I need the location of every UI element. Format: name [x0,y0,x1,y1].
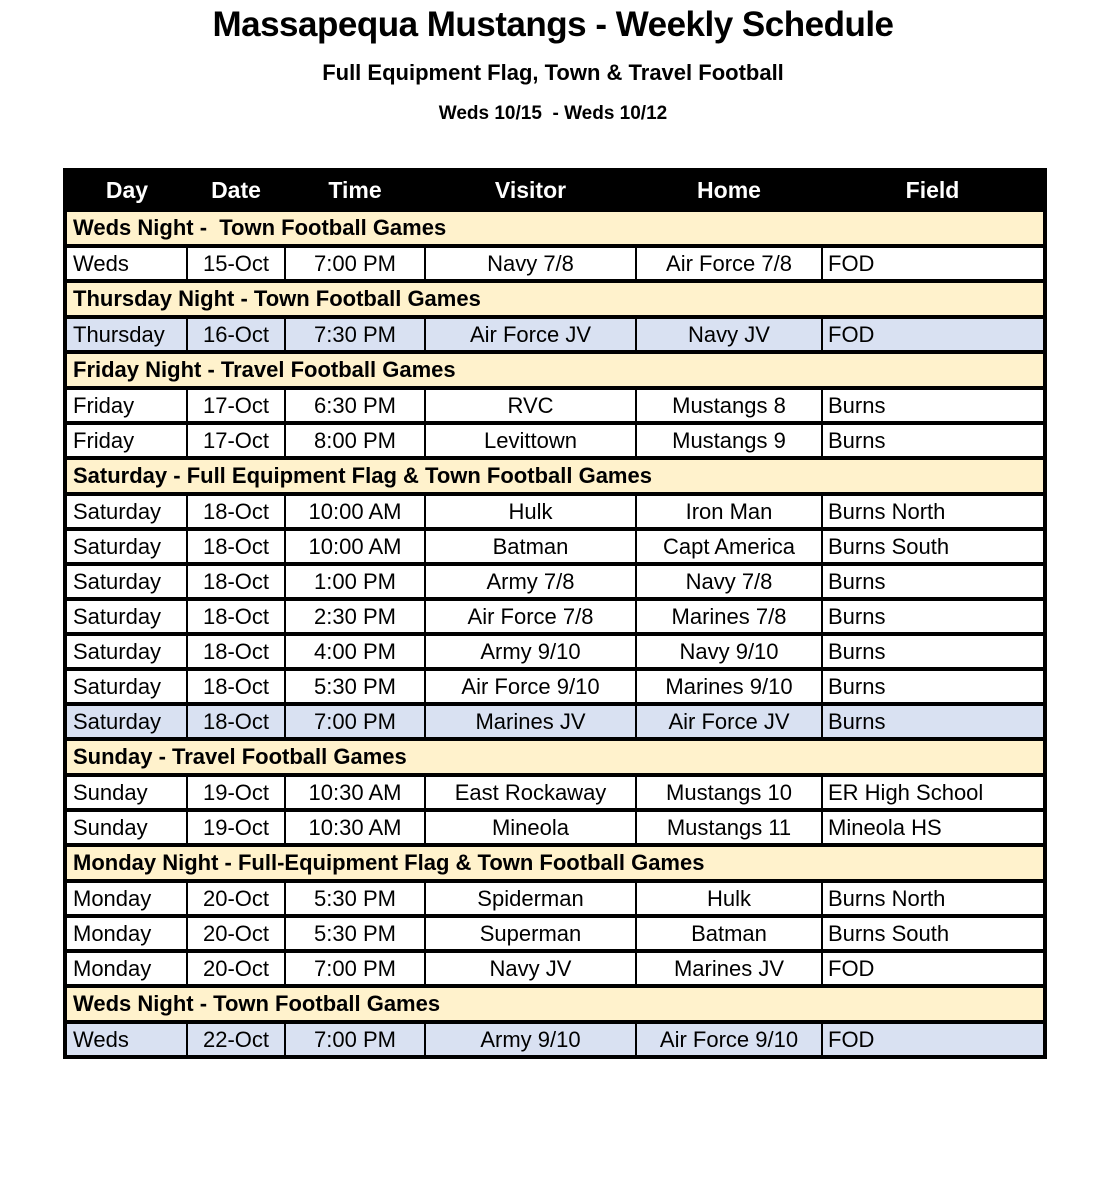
cell-field: Mineola HS [822,810,1045,845]
game-row [65,669,1045,704]
cell-day: Saturday [65,704,187,739]
section-label: Thursday Night - Town Football Games [65,281,1045,317]
cell-day: Sunday [65,775,187,810]
cell-visitor: Hulk [425,494,636,529]
cell-date: 20-Oct [187,881,285,916]
cell-time: 1:00 PM [285,564,425,599]
section-header-row [65,352,1045,388]
schedule-sheet [63,5,1043,1059]
cell-date: 22-Oct [187,1022,285,1057]
cell-date: 18-Oct [187,529,285,564]
cell-day: Weds [65,246,187,281]
cell-day: Saturday [65,564,187,599]
cell-day: Thursday [65,317,187,352]
cell-visitor: RVC [425,388,636,423]
section-header-row [65,281,1045,317]
cell-date: 18-Oct [187,704,285,739]
cell-visitor: Army 9/10 [425,634,636,669]
cell-home: Marines 9/10 [636,669,822,704]
game-row [65,704,1045,739]
cell-date: 19-Oct [187,810,285,845]
cell-visitor: Army 9/10 [425,1022,636,1057]
cell-home: Capt America [636,529,822,564]
cell-date: 19-Oct [187,775,285,810]
cell-date: 16-Oct [187,317,285,352]
game-row [65,599,1045,634]
cell-field: Burns South [822,916,1045,951]
section-header-row [65,739,1045,775]
cell-date: 20-Oct [187,951,285,986]
cell-field: Burns [822,599,1045,634]
cell-home: Navy JV [636,317,822,352]
game-row [65,494,1045,529]
cell-time: 7:00 PM [285,246,425,281]
cell-day: Monday [65,916,187,951]
cell-time: 6:30 PM [285,388,425,423]
cell-time: 4:00 PM [285,634,425,669]
cell-visitor: Air Force 9/10 [425,669,636,704]
cell-day: Friday [65,388,187,423]
game-row [65,529,1045,564]
cell-day: Sunday [65,810,187,845]
game-row [65,1022,1045,1057]
cell-visitor: Marines JV [425,704,636,739]
cell-day: Saturday [65,669,187,704]
date-range: Weds 10/15 - Weds 10/12 [438,103,668,124]
cell-home: Marines 7/8 [636,599,822,634]
cell-field: FOD [822,1022,1045,1057]
game-row [65,388,1045,423]
cell-day: Monday [65,951,187,986]
cell-field: Burns [822,634,1045,669]
column-header-day: Day [65,170,187,210]
cell-field: FOD [822,246,1045,281]
page-title: Massapequa Mustangs - Weekly Schedule [212,5,894,44]
cell-day: Weds [65,1022,187,1057]
schedule-table-body [65,210,1045,1057]
column-header-visitor: Visitor [425,170,636,210]
cell-time: 7:00 PM [285,951,425,986]
cell-field: Burns [822,388,1045,423]
game-row [65,775,1045,810]
section-label: Weds Night - Town Football Games [65,210,1045,246]
table-header-row [65,170,1045,210]
column-header-time: Time [285,170,425,210]
cell-home: Mustangs 10 [636,775,822,810]
cell-field: Burns [822,423,1045,458]
cell-date: 18-Oct [187,564,285,599]
section-header-row [65,986,1045,1022]
cell-visitor: Navy 7/8 [425,246,636,281]
section-label: Saturday - Full Equipment Flag & Town Football Games [65,458,1045,494]
game-row [65,916,1045,951]
game-row [65,246,1045,281]
game-row [65,881,1045,916]
section-label: Sunday - Travel Football Games [65,739,1045,775]
cell-field: Burns [822,704,1045,739]
cell-time: 7:30 PM [285,317,425,352]
cell-time: 8:00 PM [285,423,425,458]
cell-date: 20-Oct [187,916,285,951]
cell-home: Mustangs 9 [636,423,822,458]
cell-visitor: Batman [425,529,636,564]
section-header-row [65,210,1045,246]
cell-field: FOD [822,317,1045,352]
cell-time: 10:00 AM [285,494,425,529]
game-row [65,423,1045,458]
cell-home: Batman [636,916,822,951]
cell-field: Burns [822,564,1045,599]
page-subtitle: Full Equipment Flag, Town & Travel Football [322,60,784,85]
cell-date: 18-Oct [187,599,285,634]
cell-home: Navy 9/10 [636,634,822,669]
cell-home: Iron Man [636,494,822,529]
cell-field: Burns North [822,494,1045,529]
cell-time: 10:30 AM [285,775,425,810]
cell-time: 2:30 PM [285,599,425,634]
cell-date: 18-Oct [187,669,285,704]
cell-field: FOD [822,951,1045,986]
cell-field: Burns South [822,529,1045,564]
cell-date: 17-Oct [187,388,285,423]
cell-field: Burns [822,669,1045,704]
cell-visitor: Army 7/8 [425,564,636,599]
cell-time: 5:30 PM [285,669,425,704]
section-label: Monday Night - Full-Equipment Flag & Town Football Games [65,845,1045,881]
cell-time: 5:30 PM [285,881,425,916]
game-row [65,810,1045,845]
game-row [65,634,1045,669]
cell-field: ER High School [822,775,1045,810]
cell-day: Saturday [65,599,187,634]
column-header-home: Home [636,170,822,210]
cell-time: 7:00 PM [285,704,425,739]
cell-home: Marines JV [636,951,822,986]
cell-visitor: East Rockaway [425,775,636,810]
cell-visitor: Air Force 7/8 [425,599,636,634]
schedule-table [63,168,1047,1059]
cell-time: 10:00 AM [285,529,425,564]
cell-date: 17-Oct [187,423,285,458]
section-header-row [65,845,1045,881]
section-label: Weds Night - Town Football Games [65,986,1045,1022]
cell-time: 10:30 AM [285,810,425,845]
cell-visitor: Navy JV [425,951,636,986]
cell-visitor: Mineola [425,810,636,845]
game-row [65,564,1045,599]
cell-time: 5:30 PM [285,916,425,951]
cell-day: Saturday [65,529,187,564]
cell-home: Hulk [636,881,822,916]
cell-home: Mustangs 8 [636,388,822,423]
section-header-row [65,458,1045,494]
game-row [65,317,1045,352]
cell-visitor: Superman [425,916,636,951]
section-label: Friday Night - Travel Football Games [65,352,1045,388]
cell-day: Friday [65,423,187,458]
cell-home: Mustangs 11 [636,810,822,845]
cell-home: Air Force 7/8 [636,246,822,281]
cell-home: Air Force JV [636,704,822,739]
game-row [65,951,1045,986]
cell-visitor: Spiderman [425,881,636,916]
cell-date: 15-Oct [187,246,285,281]
table-header [65,170,1045,210]
cell-field: Burns North [822,881,1045,916]
column-header-date: Date [187,170,285,210]
cell-date: 18-Oct [187,494,285,529]
cell-day: Monday [65,881,187,916]
cell-visitor: Levittown [425,423,636,458]
cell-time: 7:00 PM [285,1022,425,1057]
cell-home: Navy 7/8 [636,564,822,599]
column-header-field: Field [822,170,1045,210]
cell-date: 18-Oct [187,634,285,669]
cell-home: Air Force 9/10 [636,1022,822,1057]
cell-day: Saturday [65,634,187,669]
cell-visitor: Air Force JV [425,317,636,352]
cell-day: Saturday [65,494,187,529]
